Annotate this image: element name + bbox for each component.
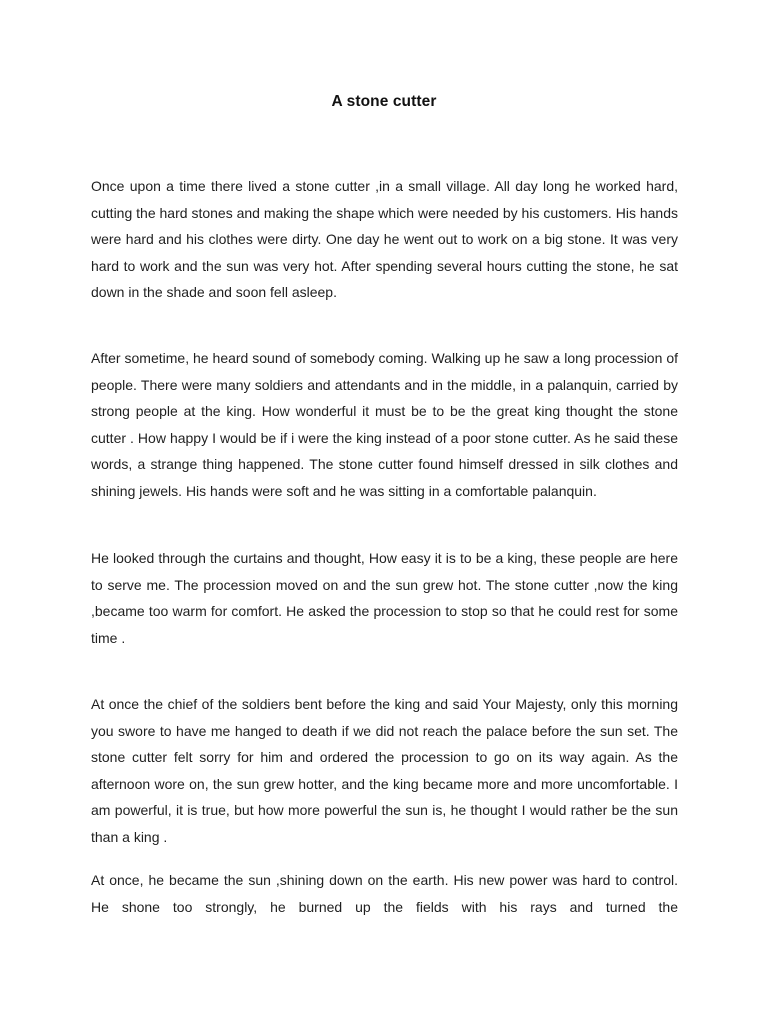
- paragraph-5: At once, he became the sun ,shining down on the earth. His new power was hard to control. He shone too strongly, he burned up the fields with his rays and turned the: [91, 872, 678, 915]
- page-title: A stone cutter: [331, 93, 437, 110]
- paragraph-2: After sometime, he heard sound of somebody coming. Walking up he saw a long procession of people. There were many soldiers and attendants and in the middle, in a palanquin, carried by strong people at the king. How wonderful it must be to be the great king thought the stone cutter . How happy I would be if i were the king instead of a poor stone cutter. As he said these words, a strange thing happened. The stone cutter found himself dressed in silk clothes and shining jewels. His hands were soft and he was sitting in a comfortable palanquin.: [91, 350, 678, 499]
- paragraph-3: He looked through the curtains and thought, How easy it is to be a king, these people are here to serve me. The procession moved on and the sun grew hot. The stone cutter ,now the king ,became too warm for comfort. He asked the procession to stop so that he could rest for some time .: [91, 550, 678, 646]
- paragraph-1: Once upon a time there lived a stone cutter ,in a small village. All day long he worked hard, cutting the hard stones and making the shape which were needed by his customers. His hands were hard and his clothes were dirty. One day he went out to work on a big stone. It was very hard to work and the sun was very hot. After spending several hours cutting the stone, he sat down in the shade and soon fell asleep.: [91, 178, 678, 301]
- paragraph-4: At once the chief of the soldiers bent before the king and said Your Majesty, only this morning you swore to have me hanged to death if we did not reach the palace before the sun set. The stone cutter felt sorry for him and ordered the procession to go on its way again. As the afternoon wore on, the sun grew hotter, and the king became more and more uncomfortable. I am powerful, it is true, but how more powerful the sun is, he thought I would rather be the sun than a king .: [91, 696, 678, 845]
